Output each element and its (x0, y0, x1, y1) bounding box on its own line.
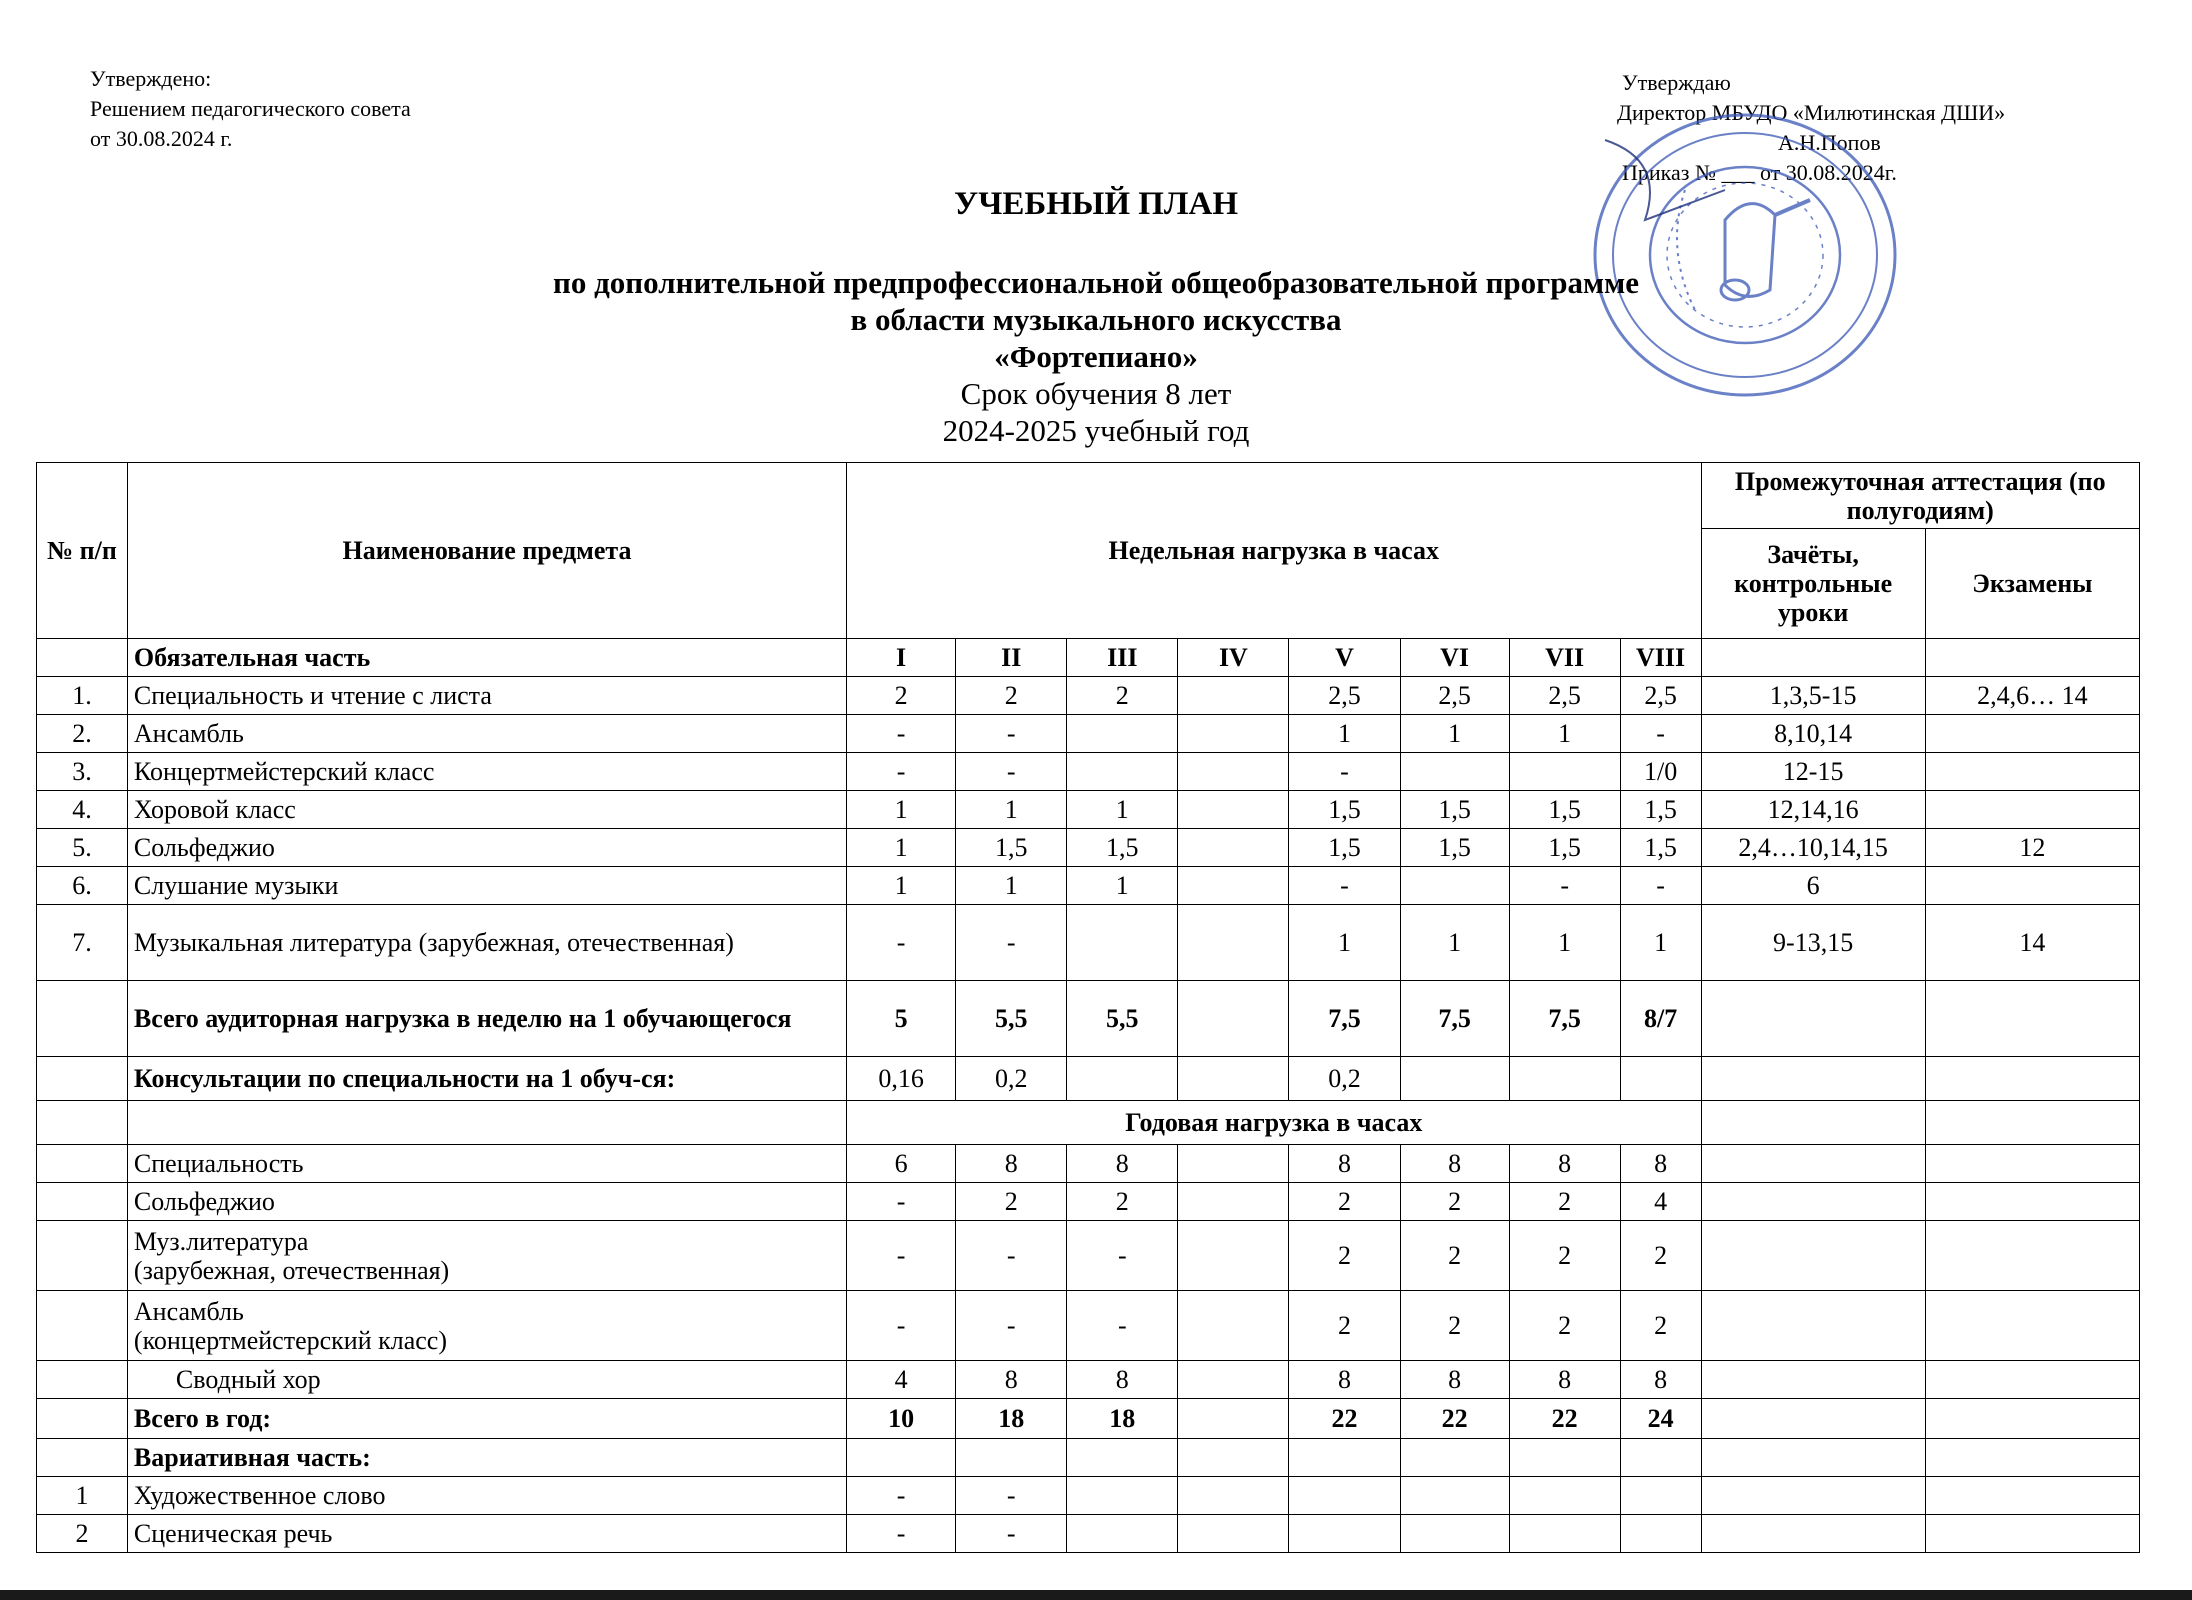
load-value: 1 (847, 867, 956, 905)
load-value (1067, 905, 1178, 981)
annual-subject-name-line: (зарубежная, отечественная) (133, 1255, 450, 1285)
load-value: 8 (1400, 1145, 1509, 1183)
empty-cell (1701, 1399, 1925, 1439)
grade-header: III (1067, 639, 1178, 677)
load-value (1400, 1515, 1509, 1553)
load-value (1178, 1221, 1289, 1291)
load-value: - (956, 715, 1067, 753)
load-value: - (1509, 867, 1620, 905)
grade-header: VIII (1620, 639, 1701, 677)
load-value: - (847, 1515, 956, 1553)
table-row (37, 829, 2140, 867)
load-value: - (956, 1477, 1067, 1515)
load-value: 1 (1289, 905, 1400, 981)
grade-header: VII (1509, 639, 1620, 677)
load-value: 22 (1289, 1399, 1400, 1439)
load-value (1178, 1399, 1289, 1439)
exams-value (1925, 753, 2139, 791)
table-row (37, 1183, 2140, 1221)
load-value (1620, 1515, 1701, 1553)
load-value: 22 (1509, 1399, 1620, 1439)
load-value: 8 (956, 1361, 1067, 1399)
exams-value: 12 (1925, 829, 2139, 867)
empty-cell (1925, 1399, 2139, 1439)
load-value: 8 (1620, 1145, 1701, 1183)
load-value: 2 (1289, 1221, 1400, 1291)
empty-cell (1620, 1439, 1701, 1477)
load-value: 1,5 (1620, 829, 1701, 867)
program-title: «Фортепиано» (994, 339, 1198, 374)
load-value (1620, 1057, 1701, 1101)
empty-cell (1925, 1439, 2139, 1477)
load-value: - (1620, 715, 1701, 753)
approval-council: Решением педагогического совета (90, 96, 411, 121)
table-row (37, 1477, 2140, 1515)
load-value (1178, 1515, 1289, 1553)
load-value: 2 (1509, 1221, 1620, 1291)
load-value (1400, 753, 1509, 791)
empty-cell (1925, 1183, 2139, 1221)
load-value: 24 (1620, 1399, 1701, 1439)
num-cell (37, 639, 128, 677)
load-value: 5,5 (1067, 981, 1178, 1057)
load-value: - (956, 1291, 1067, 1361)
table-row (37, 1221, 2140, 1291)
load-value: - (1289, 753, 1400, 791)
load-value (1509, 1515, 1620, 1553)
annual-subject-name: Сольфеджио (127, 1183, 846, 1221)
subject-name: Концертмейстерский класс (127, 753, 846, 791)
load-value: 1 (847, 829, 956, 867)
load-value (1178, 1291, 1289, 1361)
load-value: - (956, 1515, 1067, 1553)
num-cell (37, 1101, 128, 1145)
row-number: 7. (37, 905, 128, 981)
grade-header: IV (1178, 639, 1289, 677)
num-cell (37, 1291, 128, 1361)
row-number: 1 (37, 1477, 128, 1515)
load-value: 8 (1509, 1145, 1620, 1183)
table-row (37, 1515, 2140, 1553)
load-value (1400, 867, 1509, 905)
load-value (1067, 1477, 1178, 1515)
empty-cell (1701, 1477, 1925, 1515)
load-value: 18 (1067, 1399, 1178, 1439)
load-value: 2 (847, 677, 956, 715)
load-value: 1 (1509, 715, 1620, 753)
load-value: - (956, 1221, 1067, 1291)
load-value: 8/7 (1620, 981, 1701, 1057)
load-value (1620, 1477, 1701, 1515)
table-row (37, 639, 2140, 677)
empty-cell (1925, 639, 2139, 677)
tests-value: 6 (1701, 867, 1925, 905)
load-value (1067, 753, 1178, 791)
load-value (1178, 1361, 1289, 1399)
load-value (1178, 1183, 1289, 1221)
num-cell (37, 1057, 128, 1101)
table-row (37, 1361, 2140, 1399)
exams-value (1925, 715, 2139, 753)
load-value (1067, 715, 1178, 753)
header-attestation: Промежуточная аттестация (по полугодиям) (1701, 463, 2140, 529)
num-cell (37, 1183, 128, 1221)
load-value: 10 (847, 1399, 956, 1439)
empty-cell (1925, 1057, 2139, 1101)
load-value: - (847, 715, 956, 753)
load-value (1289, 1477, 1400, 1515)
load-value (1400, 1057, 1509, 1101)
empty-cell (1701, 1145, 1925, 1183)
table-row (37, 753, 2140, 791)
load-value: 1 (956, 867, 1067, 905)
load-value (1178, 867, 1289, 905)
program-name: по дополнительной предпрофессиональной общеобразовательной программе (553, 265, 1639, 300)
total-weekly-label: Всего аудиторная нагрузка в неделю на 1 обучающегося (127, 981, 846, 1057)
load-value (1178, 1057, 1289, 1101)
load-value: - (847, 1221, 956, 1291)
load-value: 1 (1067, 867, 1178, 905)
load-value: 4 (847, 1361, 956, 1399)
subject-name: Слушание музыки (127, 867, 846, 905)
empty-cell (1701, 1057, 1925, 1101)
load-value (1178, 1477, 1289, 1515)
subject-name: Хоровой класс (127, 791, 846, 829)
table-row (37, 1291, 2140, 1361)
load-value (1178, 981, 1289, 1057)
load-value: 1 (1620, 905, 1701, 981)
table-row (37, 677, 2140, 715)
confirm-name: А.Н.Попов (1778, 130, 1881, 155)
table-row (37, 1101, 2140, 1145)
academic-year: 2024-2025 учебный год (942, 413, 1250, 448)
load-value (1067, 1515, 1178, 1553)
table-row (37, 1145, 2140, 1183)
load-value: - (847, 1291, 956, 1361)
load-value: 1,5 (1620, 791, 1701, 829)
load-value: - (1289, 867, 1400, 905)
load-value: 5 (847, 981, 956, 1057)
load-value: - (1067, 1221, 1178, 1291)
consultation-label: Консультации по специальности на 1 обуч-ся: (127, 1057, 846, 1101)
num-cell (37, 1361, 128, 1399)
load-value: 22 (1400, 1399, 1509, 1439)
load-value: 2 (1400, 1183, 1509, 1221)
load-value: 1,5 (1400, 791, 1509, 829)
mandatory-part-label: Обязательная часть (127, 639, 846, 677)
row-number: 6. (37, 867, 128, 905)
header-num: № п/п (37, 463, 128, 639)
table-row (37, 715, 2140, 753)
exams-value (1925, 791, 2139, 829)
load-value: 2 (1509, 1183, 1620, 1221)
load-value: 2 (956, 1183, 1067, 1221)
program-area: в области музыкального искусства (850, 302, 1342, 337)
load-value: 1,5 (1509, 829, 1620, 867)
load-value: 1,5 (1400, 829, 1509, 867)
load-value: 1 (1289, 715, 1400, 753)
tests-value: 1,3,5-15 (1701, 677, 1925, 715)
load-value (1178, 791, 1289, 829)
scan-edge (0, 1590, 2192, 1600)
load-value: 1 (1067, 791, 1178, 829)
load-value (1178, 829, 1289, 867)
table-row (37, 981, 2140, 1057)
load-value (1178, 677, 1289, 715)
subject-name: Сольфеджио (127, 829, 846, 867)
load-value: 1 (1509, 905, 1620, 981)
subtitle-block (0, 264, 2192, 449)
subject-name: Музыкальная литература (зарубежная, отечественная) (127, 905, 846, 981)
empty-cell (1925, 981, 2139, 1057)
empty-cell (847, 1439, 956, 1477)
subject-name: Художественное слово (127, 1477, 846, 1515)
tests-value: 12,14,16 (1701, 791, 1925, 829)
annual-subject-name: Специальность (127, 1145, 846, 1183)
load-value: 2 (1400, 1291, 1509, 1361)
load-value: 8 (1067, 1361, 1178, 1399)
table-row (37, 867, 2140, 905)
load-value (1400, 1477, 1509, 1515)
empty-cell (1925, 1221, 2139, 1291)
load-value (1509, 1057, 1620, 1101)
load-value: 4 (1620, 1183, 1701, 1221)
load-value: - (847, 1477, 956, 1515)
row-number: 2. (37, 715, 128, 753)
load-value: 2 (1620, 1221, 1701, 1291)
load-value (1178, 1145, 1289, 1183)
load-value: 2 (1067, 1183, 1178, 1221)
empty-cell (1289, 1439, 1400, 1477)
grade-header: I (847, 639, 956, 677)
annual-subject-name-line: Муз.литература (133, 1226, 309, 1256)
load-value: 2 (956, 677, 1067, 715)
approval-date: от 30.08.2024 г. (90, 126, 233, 151)
approval-block (90, 64, 411, 154)
tests-value: 2,4…10,14,15 (1701, 829, 1925, 867)
load-value: 1,5 (1289, 791, 1400, 829)
load-value: - (1067, 1291, 1178, 1361)
grade-header: II (956, 639, 1067, 677)
grade-header: VI (1400, 639, 1509, 677)
load-value: 1 (956, 791, 1067, 829)
load-value: - (847, 1183, 956, 1221)
approval-label: Утверждено: (90, 66, 212, 91)
load-value: 2 (1289, 1291, 1400, 1361)
load-value: - (956, 753, 1067, 791)
load-value: - (847, 905, 956, 981)
subject-name: Ансамбль (127, 715, 846, 753)
row-number: 5. (37, 829, 128, 867)
load-value (1178, 753, 1289, 791)
subject-name: Специальность и чтение с листа (127, 677, 846, 715)
load-value: - (956, 905, 1067, 981)
load-value (1178, 715, 1289, 753)
load-value: 2,5 (1289, 677, 1400, 715)
load-value: 8 (956, 1145, 1067, 1183)
load-value: 2 (1289, 1183, 1400, 1221)
empty-cell (1701, 1183, 1925, 1221)
tests-value: 8,10,14 (1701, 715, 1925, 753)
table-row (37, 1057, 2140, 1101)
load-value: 1,5 (1067, 829, 1178, 867)
load-value: 2 (1067, 677, 1178, 715)
load-value (1509, 753, 1620, 791)
load-value (1289, 1515, 1400, 1553)
annual-subject-name: Сводный хор (127, 1361, 846, 1399)
empty-cell (1925, 1477, 2139, 1515)
subject-name: Сценическая речь (127, 1515, 846, 1553)
load-value: 2,5 (1620, 677, 1701, 715)
load-value: 8 (1289, 1145, 1400, 1183)
tests-value: 12-15 (1701, 753, 1925, 791)
load-value: 2,5 (1400, 677, 1509, 715)
load-value: 8 (1289, 1361, 1400, 1399)
header-exams: Экзамены (1925, 529, 2139, 639)
empty-cell (1925, 1145, 2139, 1183)
load-value: 0,2 (956, 1057, 1067, 1101)
num-cell (37, 981, 128, 1057)
load-value: 0,16 (847, 1057, 956, 1101)
load-value: 8 (1067, 1145, 1178, 1183)
load-value: 1 (1400, 905, 1509, 981)
load-value: 6 (847, 1145, 956, 1183)
load-value: 2 (1620, 1291, 1701, 1361)
load-value: 7,5 (1509, 981, 1620, 1057)
load-value: 5,5 (956, 981, 1067, 1057)
empty-cell (1925, 1101, 2139, 1145)
empty-cell (1400, 1439, 1509, 1477)
empty-cell (1701, 1515, 1925, 1553)
empty-cell (956, 1439, 1067, 1477)
confirm-label: Утверждаю (1622, 70, 1731, 95)
num-cell (37, 1221, 128, 1291)
load-value: 0,2 (1289, 1057, 1400, 1101)
num-cell (37, 1439, 128, 1477)
confirm-director: Директор МБУДО «Милютинская ДШИ» (1617, 100, 2006, 125)
load-value: 8 (1400, 1361, 1509, 1399)
table-row (37, 1439, 2140, 1477)
empty-cell (1925, 1291, 2139, 1361)
empty-cell (1178, 1439, 1289, 1477)
empty-cell (1701, 1101, 1925, 1145)
load-value: 1 (847, 791, 956, 829)
load-value: 2 (1509, 1291, 1620, 1361)
exams-value: 2,4,6… 14 (1925, 677, 2139, 715)
page-title: УЧЕБНЫЙ ПЛАН (953, 186, 1238, 222)
empty-cell (1701, 639, 1925, 677)
study-term: Срок обучения 8 лет (960, 376, 1232, 411)
table-row (37, 791, 2140, 829)
exams-value: 14 (1925, 905, 2139, 981)
header-weekly-load: Недельная нагрузка в часах (847, 463, 1701, 639)
load-value: 1,5 (1509, 791, 1620, 829)
annual-subject-name (127, 1221, 846, 1291)
num-cell (37, 1145, 128, 1183)
annual-load-label: Годовая нагрузка в часах (847, 1101, 1701, 1145)
table-row (37, 905, 2140, 981)
load-value: 7,5 (1400, 981, 1509, 1057)
annual-subject-name-line: Ансамбль (133, 1296, 244, 1326)
total-year-label: Всего в год: (127, 1399, 846, 1439)
empty-cell (1925, 1361, 2139, 1399)
empty-cell (127, 1101, 846, 1145)
load-value: 18 (956, 1399, 1067, 1439)
load-value: 8 (1620, 1361, 1701, 1399)
load-value: - (847, 753, 956, 791)
load-value: 2,5 (1509, 677, 1620, 715)
num-cell (37, 1399, 128, 1439)
load-value (1178, 905, 1289, 981)
load-value: - (1620, 867, 1701, 905)
header-tests: Зачёты, контрольные уроки (1701, 529, 1925, 639)
empty-cell (1701, 1291, 1925, 1361)
table-row (37, 1399, 2140, 1439)
load-value: 8 (1509, 1361, 1620, 1399)
load-value: 1,5 (1289, 829, 1400, 867)
load-value: 7,5 (1289, 981, 1400, 1057)
row-number: 1. (37, 677, 128, 715)
variative-part-label: Вариативная часть: (127, 1439, 846, 1477)
row-number: 3. (37, 753, 128, 791)
empty-cell (1925, 1515, 2139, 1553)
grade-header: V (1289, 639, 1400, 677)
load-value: 2 (1400, 1221, 1509, 1291)
load-value: 1 (1400, 715, 1509, 753)
empty-cell (1701, 1221, 1925, 1291)
load-value (1067, 1057, 1178, 1101)
load-value (1509, 1477, 1620, 1515)
tests-value: 9-13,15 (1701, 905, 1925, 981)
row-number: 2 (37, 1515, 128, 1553)
load-value: 1/0 (1620, 753, 1701, 791)
exams-value (1925, 867, 2139, 905)
empty-cell (1701, 981, 1925, 1057)
row-number: 4. (37, 791, 128, 829)
load-value: 1,5 (956, 829, 1067, 867)
annual-subject-name (127, 1291, 846, 1361)
curriculum-table (36, 462, 2140, 1553)
empty-cell (1067, 1439, 1178, 1477)
header-subject: Наименование предмета (127, 463, 846, 639)
annual-subject-name-line: (концертмейстерский класс) (133, 1325, 447, 1355)
empty-cell (1509, 1439, 1620, 1477)
empty-cell (1701, 1361, 1925, 1399)
empty-cell (1701, 1439, 1925, 1477)
confirm-order: Приказ № ___ от 30.08.2024г. (1622, 160, 1897, 185)
